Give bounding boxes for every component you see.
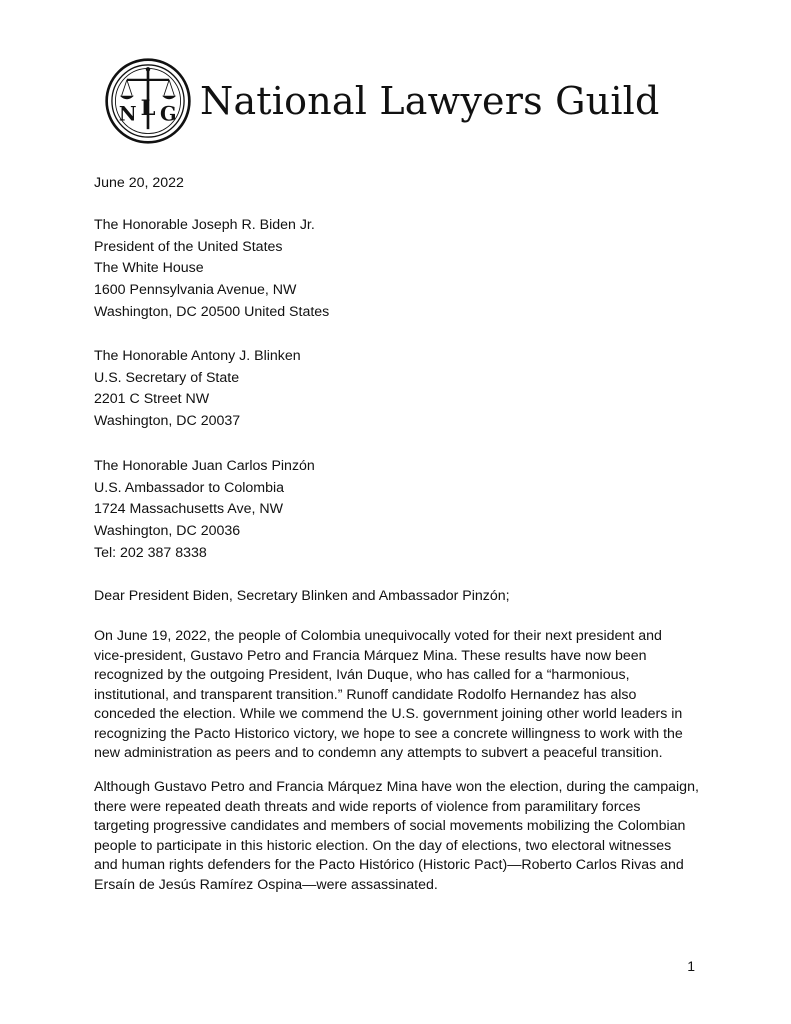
recipient-line: President of the United States bbox=[94, 238, 283, 255]
recipient-line: 2201 C Street NW bbox=[94, 391, 210, 408]
letterhead bbox=[104, 56, 660, 146]
recipient-block-pinzon bbox=[94, 456, 714, 565]
body-paragraph-1 bbox=[94, 627, 714, 764]
date-line: June 20, 2022 bbox=[94, 175, 184, 191]
recipient-line: 1600 Pennsylvania Avenue, NW bbox=[94, 282, 297, 299]
recipient-block-blinken bbox=[94, 346, 714, 433]
seal-letter-n: N bbox=[118, 102, 137, 126]
page-number: 1 bbox=[687, 958, 695, 974]
salutation bbox=[94, 586, 714, 608]
paragraph-line: recognizing the Pacto Historico victory, we hope to see a concrete willingness to work with the bbox=[94, 725, 683, 742]
paragraph-line: On June 19, 2022, the people of Colombia unequivocally voted for their next president and bbox=[94, 628, 662, 644]
paragraph-line: institutional, and transparent transition.” Runoff candidate Rodolfo Hernandez has also bbox=[94, 686, 637, 703]
paragraph-line: and human rights defenders for the Pacto Histórico (Historic Pact)—Roberto Carlos Rivas and bbox=[94, 857, 684, 873]
body-paragraph-2 bbox=[94, 778, 714, 895]
recipient-line: The Honorable Juan Carlos Pinzón bbox=[94, 458, 315, 474]
nlg-seal-logo bbox=[104, 57, 192, 145]
recipient-line: Washington, DC 20036 bbox=[94, 523, 241, 540]
recipient-line: The Honorable Joseph R. Biden Jr. bbox=[94, 217, 315, 233]
seal-letter-g: G bbox=[159, 102, 177, 126]
recipient-line: The Honorable Antony J. Blinken bbox=[94, 348, 301, 364]
paragraph-line: targeting progressive candidates and members of social movements mobilizing the Colombian bbox=[94, 818, 686, 834]
recipient-line: Tel: 202 387 8338 bbox=[94, 544, 207, 561]
paragraph-line: Although Gustavo Petro and Francia Márquez Mina have won the election, during the campaign, bbox=[94, 779, 699, 795]
paragraph-line: Ersaín de Jesús Ramírez Ospina—were assassinated. bbox=[94, 876, 438, 893]
paragraph-line: new administration as peers and to condemn any attempts to subvert a peaceful transition. bbox=[94, 745, 663, 761]
organization-name: National Lawyers Guild bbox=[200, 79, 660, 123]
recipient-line: U.S. Secretary of State bbox=[94, 369, 240, 386]
recipient-line: U.S. Ambassador to Colombia bbox=[94, 479, 285, 496]
paragraph-line: conceded the election. While we commend the U.S. government joining other world leaders in bbox=[94, 706, 683, 722]
recipient-block-biden bbox=[94, 215, 714, 324]
paragraph-line: there were repeated death threats and wide reports of violence from paramilitary forces bbox=[94, 798, 641, 815]
paragraph-line: recognized by the outgoing President, Iván Duque, who has called for a “harmonious, bbox=[94, 667, 630, 683]
recipient-line: Washington, DC 20037 bbox=[94, 413, 241, 430]
seal-letter-l: L bbox=[140, 95, 156, 121]
salutation-line: Dear President Biden, Secretary Blinken and Ambassador Pinzón; bbox=[94, 588, 510, 604]
paragraph-line: vice-president, Gustavo Petro and Francia Márquez Mina. These results have now been bbox=[94, 647, 647, 664]
letter-date bbox=[94, 173, 714, 195]
recipient-line: 1724 Massachusetts Ave, NW bbox=[94, 501, 283, 518]
recipient-line: The White House bbox=[94, 260, 204, 277]
recipient-line: Washington, DC 20500 United States bbox=[94, 303, 330, 320]
paragraph-line: people to participate in this historic election. On the day of elections, two electoral witnesses bbox=[94, 837, 672, 854]
